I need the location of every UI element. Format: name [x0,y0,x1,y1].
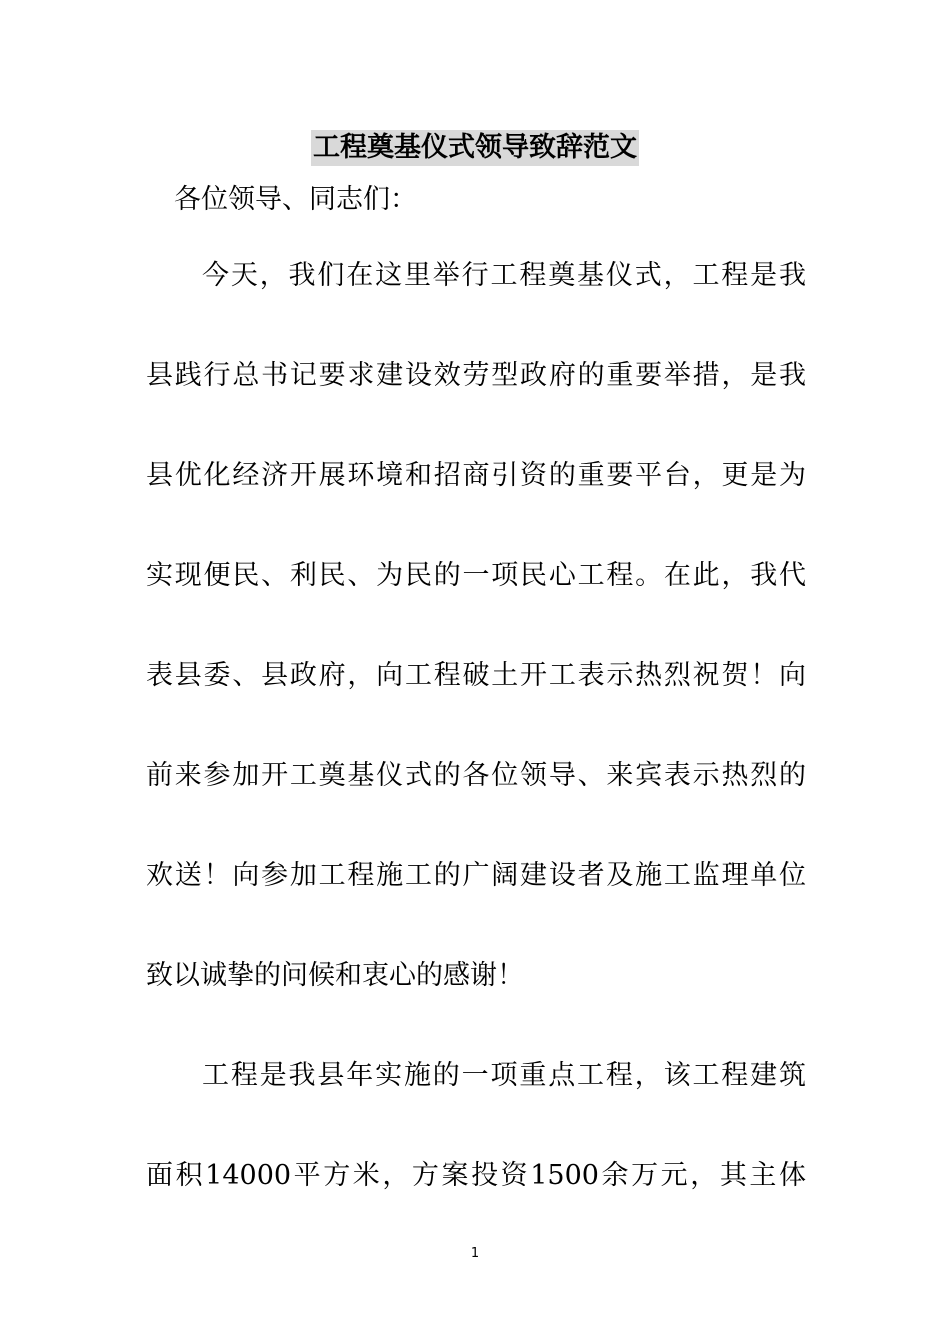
paragraph-line: 前来参加开工奠基仪式的各位领导、来宾表示热烈的 [146,760,806,791]
title-container [0,130,950,166]
page-number: 1 [470,1246,480,1261]
paragraph-line: 实现便民、利民、为民的一项民心工程。在此，我代 [146,560,806,591]
paragraph-line: 今天，我们在这里举行工程奠基仪式，工程是我 [202,260,806,291]
paragraph-2 [146,1058,806,1258]
paragraph-line: 县优化经济开展环境和招商引资的重要平台，更是为 [146,460,806,491]
paragraph-1 [146,258,806,1058]
paragraph-line: 工程是我县年实施的一项重点工程，该工程建筑 [202,1060,806,1091]
paragraph-line: 面积14000平方米，方案投资1500余万元，其主体 [146,1160,806,1191]
paragraph-line: 县践行总书记要求建设效劳型政府的重要举措，是我 [146,360,806,391]
paragraph-line: 欢送！向参加工程施工的广阔建设者及施工监理单位 [146,860,806,891]
document-title: 工程奠基仪式领导致辞范文 [311,130,639,166]
paragraph-line: 致以诚挚的问候和衷心的感谢！ [146,960,524,991]
greeting-line: 各位领导、同志们： [174,184,417,215]
paragraph-line: 表县委、县政府，向工程破土开工表示热烈祝贺！向 [146,660,806,691]
